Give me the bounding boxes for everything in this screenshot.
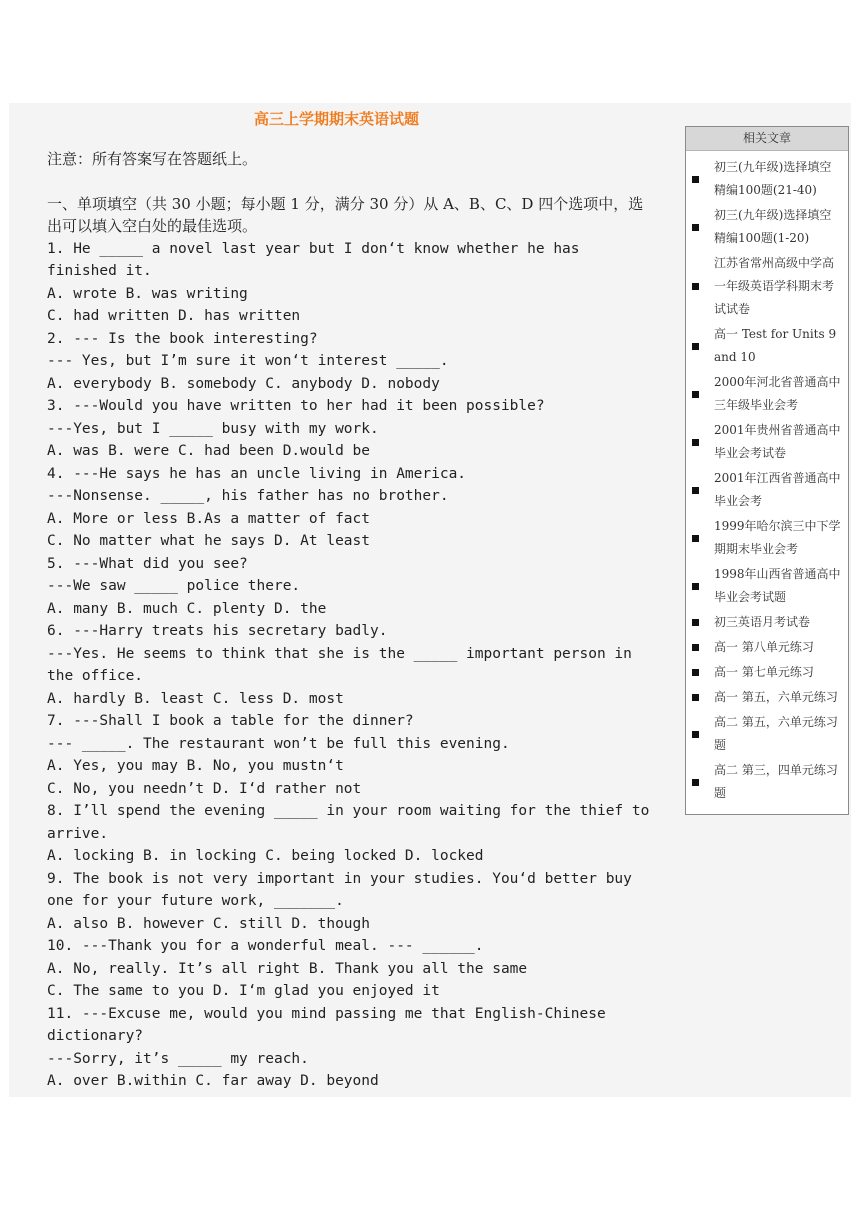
list-item (686, 323, 848, 369)
option-line: C. No matter what he says D. At least (47, 533, 371, 549)
list-item (686, 515, 848, 561)
related-article-link[interactable]: 高二 第五，六单元练习题 (714, 715, 838, 752)
option-line: A. everybody B. somebody C. anybody D. nobody (47, 375, 440, 392)
option-line: A. was B. were C. had been D.would be (47, 443, 371, 459)
option-line: A. No, really. It’s all right B. Thank you all the same (47, 960, 528, 977)
option-line: C. had written D. has written (47, 308, 301, 324)
related-article-link[interactable]: 高一 第八单元练习 (714, 640, 814, 654)
related-article-link[interactable]: 江苏省常州高级中学高一年级英语学科期末考试试卷 (714, 256, 835, 316)
related-article-link[interactable]: 1999年哈尔滨三中下学期期末毕业会考 (714, 519, 841, 556)
question-line: 10. ---Thank you for a wonderful meal. --- ______. (47, 938, 484, 954)
list-item (686, 371, 848, 417)
exam-body (47, 148, 657, 1093)
option-line: A. hardly B. least C. less D. most (47, 690, 344, 707)
square-bullet-icon (692, 779, 699, 786)
question-line: ---Nonsense. _____, his father has no brother. (47, 488, 449, 504)
section-heading: 一、单项填空（共 30 小题；每小题 1 分，满分 30 分）从 A、B、C、D 四个选项中，选出可以填入空白处的最佳选项。 (47, 194, 644, 235)
list-item (686, 252, 848, 321)
spacer (47, 171, 657, 193)
list-item (686, 419, 848, 465)
question-line: 11. ---Excuse me, would you mind passing me that English-Chinese dictionary? (47, 1005, 615, 1044)
related-article-link[interactable]: 初三英语月考试卷 (714, 615, 811, 629)
related-article-link[interactable]: 2001年贵州省普通高中毕业会考试卷 (714, 423, 841, 460)
question-line: 3. ---Would you have written to her had it been possible? (47, 398, 545, 414)
square-bullet-icon (692, 669, 699, 676)
question-line: 6. ---Harry treats his secretary badly. (47, 623, 388, 639)
square-bullet-icon (692, 619, 699, 626)
square-bullet-icon (692, 583, 699, 590)
related-article-link[interactable]: 初三(九年级)选择填空 精编100题(21-40) (714, 160, 832, 197)
question-line: 1. He _____ a novel last year but I don‘t know whether he has finished it. (47, 240, 589, 279)
square-bullet-icon (692, 439, 699, 446)
square-bullet-icon (692, 535, 699, 542)
option-line: A. More or less B.As a matter of fact (47, 510, 371, 527)
question-line: 2. --- Is the book interesting? (47, 330, 318, 347)
question-line: --- _____. The restaurant won’t be full this evening. (47, 735, 510, 752)
list-item (686, 611, 848, 634)
related-articles-header: 相关文章 (686, 127, 848, 151)
list-item (686, 711, 848, 757)
list-item (686, 759, 848, 805)
question-line: ---Yes. He seems to think that she is the _____ important person in the office. (47, 645, 641, 684)
related-article-link[interactable]: 2001年江西省普通高中毕业会考 (714, 471, 841, 508)
square-bullet-icon (692, 176, 699, 183)
related-article-link[interactable]: 高一 Test for Units 9 and 10 (714, 327, 837, 364)
square-bullet-icon (692, 487, 699, 494)
related-articles-panel (685, 126, 849, 815)
square-bullet-icon (692, 343, 699, 350)
square-bullet-icon (692, 644, 699, 651)
option-line: C. No, you needn’t D. I‘d rather not (47, 780, 362, 797)
question-line: 8. I’ll spend the evening _____ in your room waiting for the thief to arrive. (47, 803, 659, 842)
square-bullet-icon (692, 391, 699, 398)
question-line: 4. ---He says he has an uncle living in America. (47, 465, 467, 482)
option-line: A. many B. much C. plenty D. the (47, 600, 327, 617)
related-articles-list (686, 151, 848, 805)
question-line: --- Yes, but I’m sure it won‘t interest _____. (47, 353, 449, 369)
square-bullet-icon (692, 283, 699, 290)
question-line: 5. ---What did you see? (47, 555, 248, 572)
option-line: A. Yes, you may B. No, you mustn‘t (47, 758, 344, 774)
option-line: C. The same to you D. I‘m glad you enjoyed it (47, 983, 440, 999)
related-article-link[interactable]: 初三(九年级)选择填空 精编100题(1-20) (714, 208, 832, 245)
list-item (686, 467, 848, 513)
square-bullet-icon (692, 694, 699, 701)
question-line: ---Sorry, it’s _____ my reach. (47, 1050, 309, 1067)
question-line: 7. ---Shall I book a table for the dinner? (47, 713, 414, 729)
square-bullet-icon (692, 731, 699, 738)
list-item (686, 563, 848, 609)
option-line: A. also B. however C. still D. though (47, 915, 371, 932)
list-item (686, 686, 848, 709)
question-line: 9. The book is not very important in your studies. You‘d better buy one for your future work, _______. (47, 870, 641, 909)
list-item (686, 661, 848, 684)
list-item (686, 156, 848, 202)
related-article-link[interactable]: 2000年河北省普通高中三年级毕业会考 (714, 375, 841, 412)
related-article-link[interactable]: 1998年山西省普通高中毕业会考试题 (714, 567, 841, 604)
page-title: 高三上学期期末英语试题 (254, 110, 420, 128)
question-line: ---We saw _____ police there. (47, 578, 301, 594)
option-line: A. wrote B. was writing (47, 285, 248, 302)
list-item (686, 204, 848, 250)
option-line: A. over B.within C. far away D. beyond (47, 1073, 379, 1089)
square-bullet-icon (692, 224, 699, 231)
option-line: A. locking B. in locking C. being locked D. locked (47, 848, 484, 864)
related-article-link[interactable]: 高一 第五，六单元练习 (714, 690, 838, 704)
related-article-link[interactable]: 高一 第七单元练习 (714, 665, 814, 679)
related-article-link[interactable]: 高二 第三，四单元练习题 (714, 763, 838, 800)
list-item (686, 636, 848, 659)
notice-line: 注意：所有答案写在答题纸上。 (47, 150, 258, 168)
question-line: ---Yes, but I _____ busy with my work. (47, 420, 379, 437)
